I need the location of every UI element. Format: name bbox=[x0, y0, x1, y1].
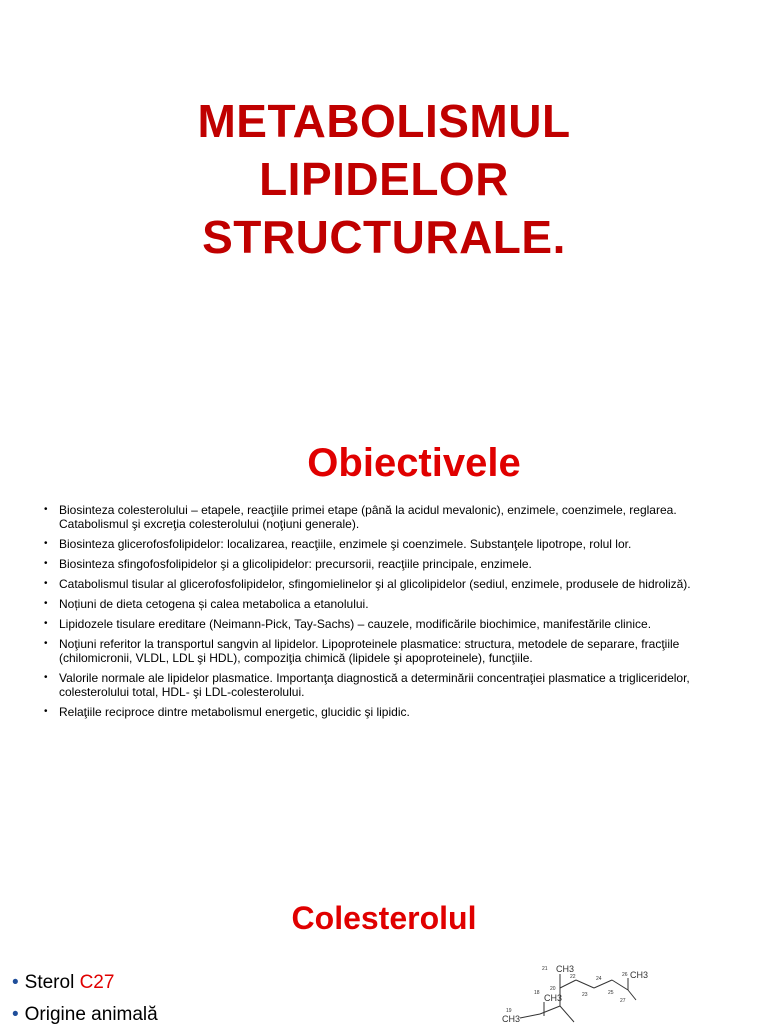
bullet-icon: • bbox=[44, 638, 48, 649]
objective-item bbox=[42, 637, 732, 665]
atom-27: 27 bbox=[620, 998, 626, 1004]
title-line-1: METABOLISMUL bbox=[197, 95, 571, 147]
ch3-mid-label: CH3 bbox=[544, 993, 563, 1003]
ch3-top-label: CH3 bbox=[556, 964, 575, 974]
bullet-icon: • bbox=[12, 1004, 19, 1025]
bullet-icon: • bbox=[44, 558, 48, 569]
objective-text: Relaţiile reciproce dintre metabolismul energetic, glucidic şi lipidic. bbox=[59, 705, 410, 719]
cholesterol-bullets bbox=[12, 967, 158, 1031]
atom-24: 24 bbox=[596, 976, 602, 982]
cholesterol-bullet-text: Origine animală bbox=[24, 1004, 158, 1025]
bullet-icon: • bbox=[12, 972, 19, 993]
cholesterol-bullet-text: Sterol bbox=[24, 972, 80, 993]
objective-text: Biosinteza colesterolului – etapele, reacţiile primei etape (până la acidul mevalonic), enzimele, coenzimele, reglarea. Catabolismul şi excreţia colesterolului (noţiuni generale). bbox=[59, 503, 677, 531]
atom-22: 22 bbox=[570, 974, 576, 980]
cholesterol-bullet-highlight: C27 bbox=[79, 972, 115, 993]
atom-18: 18 bbox=[534, 990, 540, 996]
title-line-3: STRUCTURALE. bbox=[202, 211, 566, 263]
objective-item bbox=[42, 705, 732, 719]
ch3-low-label: CH3 bbox=[502, 1014, 521, 1024]
objective-item bbox=[42, 597, 732, 611]
objective-item bbox=[42, 577, 732, 591]
objective-text: Noțiuni de dieta cetogena și calea metabolica a etanolului. bbox=[59, 597, 369, 611]
atom-21: 21 bbox=[542, 966, 548, 972]
objective-text: Valorile normale ale lipidelor plasmatice. Importanţa diagnostică a determinării concentraţiei plasmatice a trigliceridelor, colesterolului total, HDL- şi LDL-colesterolului. bbox=[59, 671, 690, 699]
bullet-icon: • bbox=[44, 504, 48, 515]
bullet-icon: • bbox=[44, 598, 48, 609]
ch3-right-label: CH3 bbox=[630, 970, 649, 980]
bullet-icon: • bbox=[44, 538, 48, 549]
atom-26: 26 bbox=[622, 972, 628, 978]
atom-19: 19 bbox=[506, 1008, 512, 1014]
objective-text: Noţiuni referitor la transportul sangvin al lipidelor. Lipoproteinele plasmatice: structura, metodele de separare, fracţiile (chilomicronii, VLDL, LDL şi HDL), compoziţia chimică (lipidele şi apoproteinele), funcţiile. bbox=[59, 637, 680, 665]
objective-item bbox=[42, 557, 732, 571]
objective-item bbox=[42, 671, 732, 699]
atom-20: 20 bbox=[550, 986, 556, 992]
title-line-2: LIPIDELOR bbox=[259, 153, 509, 205]
cholesterol-structure-diagram bbox=[490, 956, 690, 1024]
cholesterol-bullet bbox=[12, 967, 158, 999]
objective-text: Biosinteza sfingofosfolipidelor şi a glicolipidelor: precursorii, reacţiile principale, enzimele. bbox=[59, 557, 532, 571]
atom-23: 23 bbox=[582, 992, 588, 998]
atom-25: 25 bbox=[608, 990, 614, 996]
objective-item bbox=[42, 537, 732, 551]
objective-item bbox=[42, 503, 732, 531]
cholesterol-heading: Colesterolul bbox=[291, 900, 477, 936]
bullet-icon: • bbox=[44, 618, 48, 629]
bullet-icon: • bbox=[44, 672, 48, 683]
objective-text: Lipidozele tisulare ereditare (Neimann-Pick, Tay-Sachs) – cauzele, modificările biochimice, manifestările clinice. bbox=[59, 617, 652, 631]
page-title bbox=[0, 92, 768, 266]
objective-item bbox=[42, 617, 732, 631]
bullet-icon: • bbox=[44, 578, 48, 589]
objective-text: Biosinteza glicerofosfolipidelor: localizarea, reacţiile, enzimele şi coenzimele. Substanţele lipotrope, rolul lor. bbox=[59, 537, 632, 551]
objective-text: Catabolismul tisular al glicerofosfolipidelor, sfingomielinelor şi al glicolipidelor (sediul, enzimele, produsele de hidroliză). bbox=[59, 577, 691, 591]
objectives-list bbox=[42, 503, 732, 725]
objectives-heading: Obiectivele bbox=[307, 441, 521, 485]
bullet-icon: • bbox=[44, 706, 48, 717]
cholesterol-bullet bbox=[12, 999, 158, 1031]
